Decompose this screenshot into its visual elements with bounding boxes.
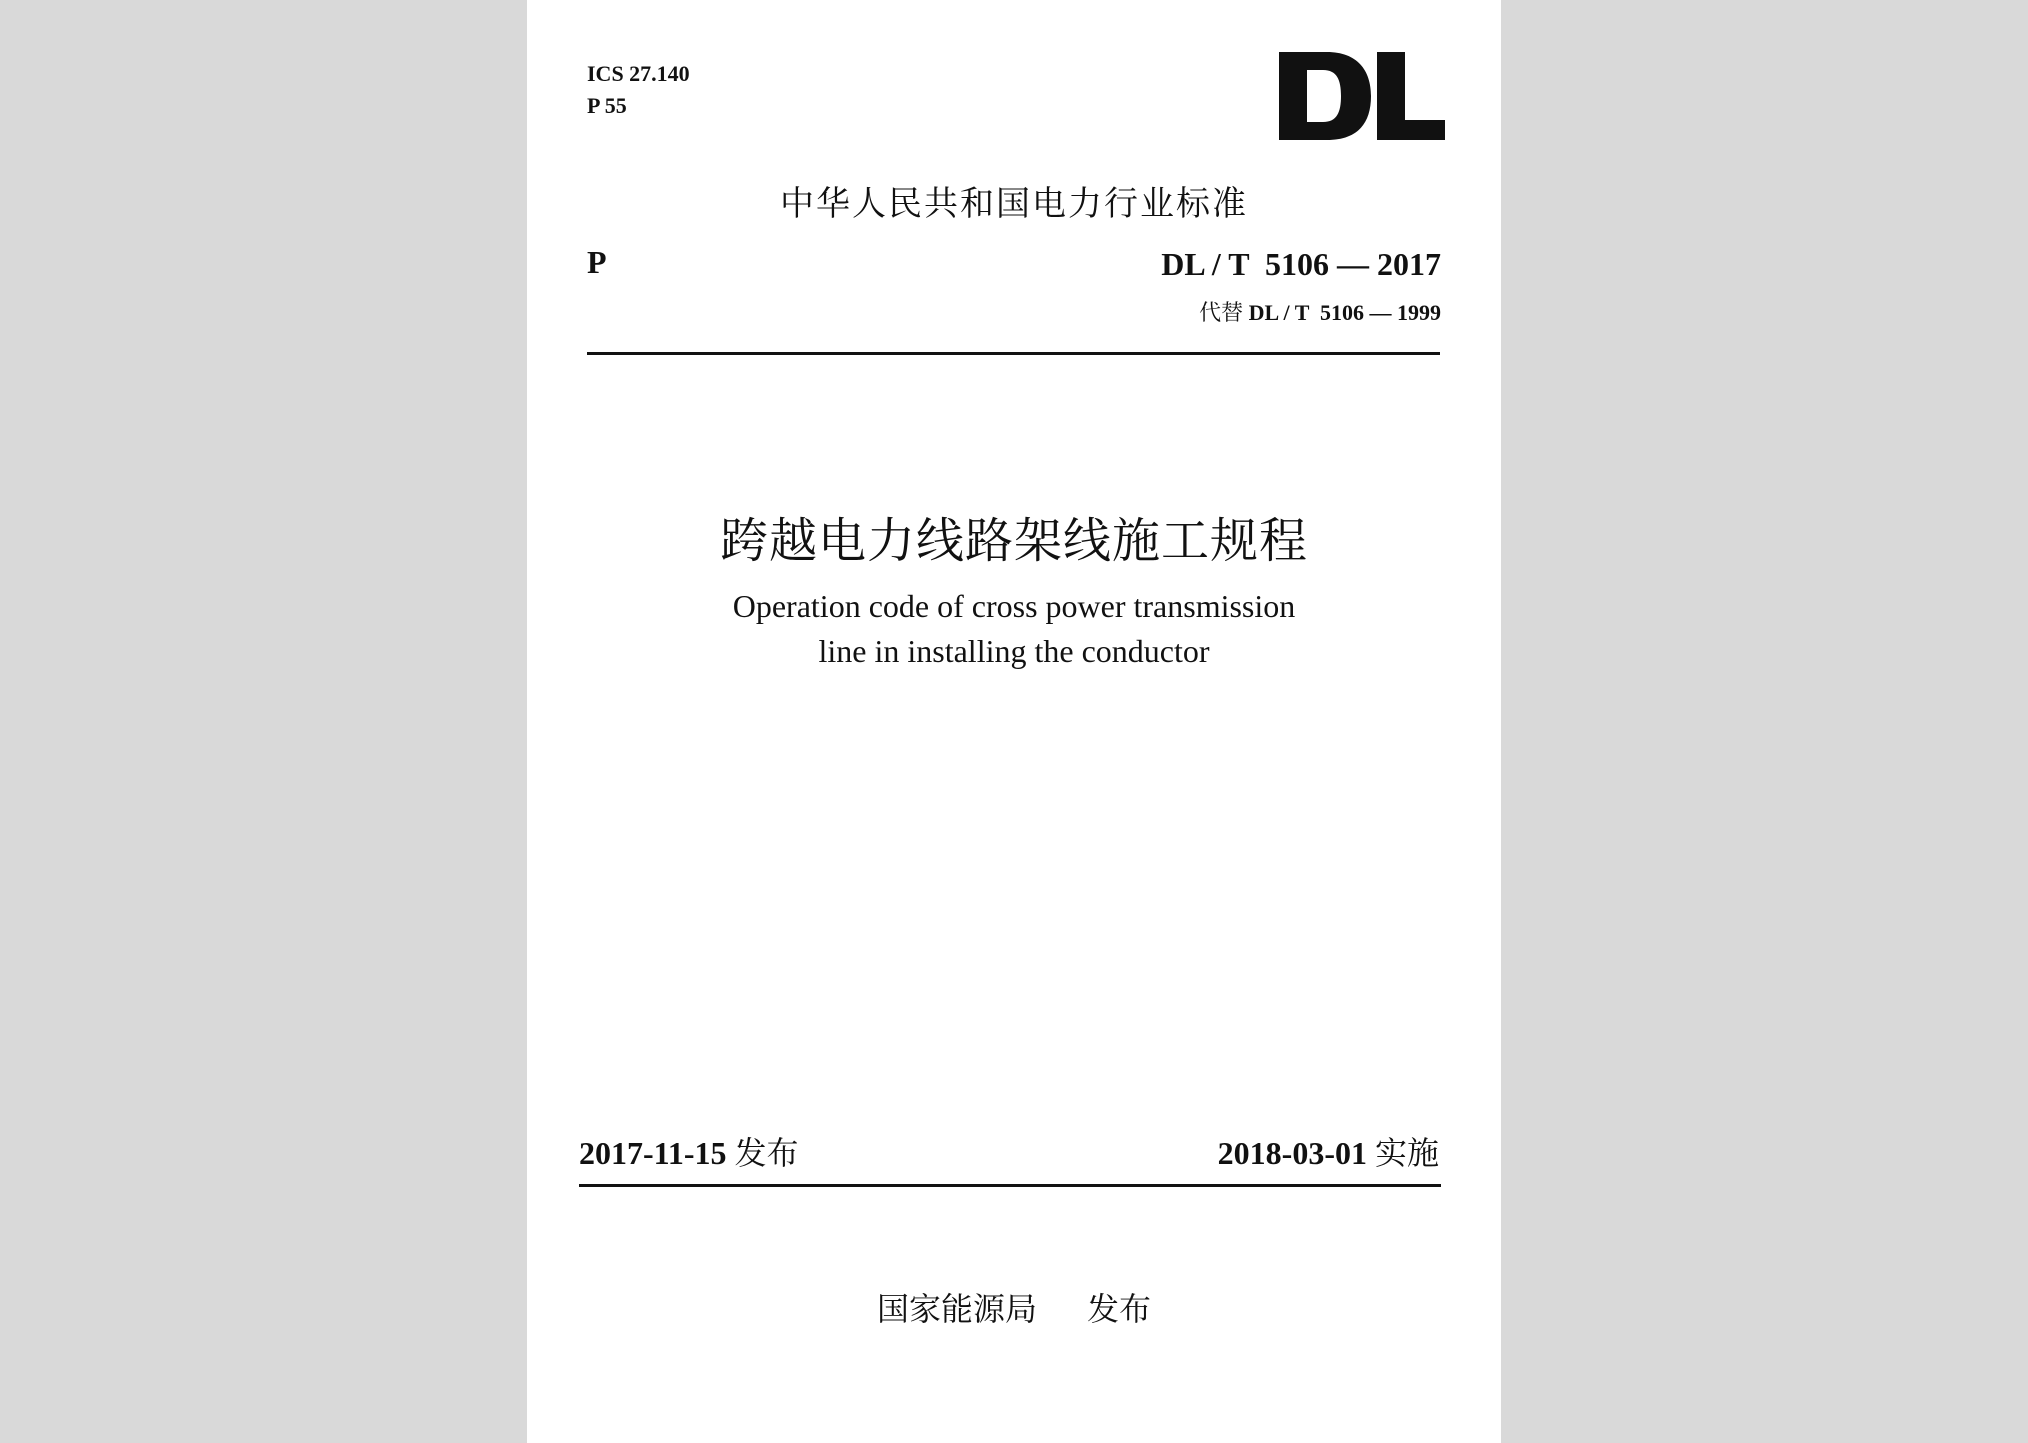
top-divider [587,352,1440,355]
effective-date [1218,1128,1439,1174]
standard-code: DL / T 5106 — 2017 [1161,246,1441,282]
date-row [579,1128,1439,1172]
title-english [527,584,1501,674]
issue-label: 发布 [734,1134,799,1172]
title-chinese: 跨越电力线路架线施工规程 [719,513,1308,569]
classification-codes [587,58,690,122]
title-english-line-2: line in installing the conductor [818,633,1210,669]
effective-date-value: 2018-03-01 [1217,1135,1367,1171]
issue-date [579,1128,799,1174]
publisher-action: 发布 [1087,1290,1152,1328]
issue-date-value: 2017-11-15 [579,1135,727,1171]
standard-name: 中华人民共和国电力行业标准 [780,184,1248,224]
classification-letter: P [587,244,607,280]
ccs-code: P 55 [587,93,627,118]
replaced-code: DL / T 5106 — 1999 [1248,300,1441,325]
document-page [527,0,1501,1443]
replaces-label: 代替 [1199,301,1244,326]
ics-code: ICS 27.140 [587,61,690,86]
publisher [527,1284,1501,1330]
effective-label: 实施 [1374,1134,1439,1172]
bottom-divider [579,1184,1441,1187]
dl-logo [1277,42,1447,150]
title-english-line-1: Operation code of cross power transmission [732,588,1296,624]
replaces-line [1199,296,1441,327]
publisher-name: 国家能源局 [876,1290,1037,1328]
